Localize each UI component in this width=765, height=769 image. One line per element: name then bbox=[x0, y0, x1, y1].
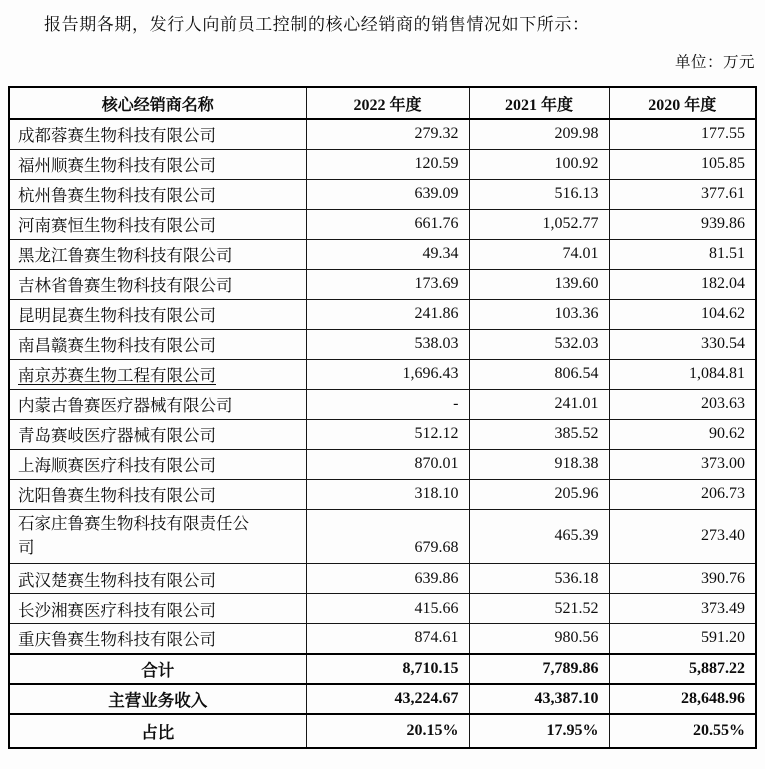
value-2022: 120.59 bbox=[306, 149, 469, 179]
value-2022: 538.03 bbox=[306, 329, 469, 359]
summary-value-2022: 20.15% bbox=[306, 714, 469, 748]
value-2021: 521.52 bbox=[469, 594, 609, 624]
table-row bbox=[9, 149, 756, 179]
distributor-name: 昆明昆赛生物科技有限公司 bbox=[9, 299, 306, 329]
value-2021: 532.03 bbox=[469, 329, 609, 359]
value-2020: 105.85 bbox=[609, 149, 756, 179]
value-2020: 273.40 bbox=[609, 509, 756, 564]
distributor-name: 成都蓉赛生物科技有限公司 bbox=[9, 119, 306, 149]
distributor-sales-table bbox=[8, 86, 757, 749]
summary-value-2021: 7,789.86 bbox=[469, 654, 609, 684]
value-2020: 182.04 bbox=[609, 269, 756, 299]
table-row bbox=[9, 419, 756, 449]
column-header-2022: 2022 年度 bbox=[306, 87, 469, 119]
table-row bbox=[9, 449, 756, 479]
value-2021: 516.13 bbox=[469, 179, 609, 209]
distributor-name: 内蒙古鲁赛医疗器械有限公司 bbox=[9, 389, 306, 419]
value-2022: 874.61 bbox=[306, 624, 469, 654]
value-2022: 49.34 bbox=[306, 239, 469, 269]
value-2020: 177.55 bbox=[609, 119, 756, 149]
summary-label: 占比 bbox=[9, 714, 306, 748]
value-2022: 173.69 bbox=[306, 269, 469, 299]
table-summary bbox=[9, 654, 756, 748]
value-2021: 74.01 bbox=[469, 239, 609, 269]
value-2022: 661.76 bbox=[306, 209, 469, 239]
value-2021: 241.01 bbox=[469, 389, 609, 419]
column-header-2021: 2021 年度 bbox=[469, 87, 609, 119]
value-2022: 870.01 bbox=[306, 449, 469, 479]
value-2021: 918.38 bbox=[469, 449, 609, 479]
distributor-name: 上海顺赛医疗科技有限公司 bbox=[9, 449, 306, 479]
value-2022: 639.86 bbox=[306, 564, 469, 594]
unit-label: 单位：万元 bbox=[674, 54, 755, 71]
table-row bbox=[9, 389, 756, 419]
table-row bbox=[9, 479, 756, 509]
value-2020: 1,084.81 bbox=[609, 359, 756, 389]
value-2021: 139.60 bbox=[469, 269, 609, 299]
summary-value-2022: 8,710.15 bbox=[306, 654, 469, 684]
value-2022: 679.68 bbox=[306, 509, 469, 564]
value-2022: - bbox=[306, 389, 469, 419]
table-row bbox=[9, 624, 756, 654]
table-row bbox=[9, 359, 756, 389]
distributor-name: 南昌赣赛生物科技有限公司 bbox=[9, 329, 306, 359]
distributor-name: 吉林省鲁赛生物科技有限公司 bbox=[9, 269, 306, 299]
value-2022: 512.12 bbox=[306, 419, 469, 449]
value-2021: 209.98 bbox=[469, 119, 609, 149]
column-header-2020: 2020 年度 bbox=[609, 87, 756, 119]
column-header-name: 核心经销商名称 bbox=[9, 87, 306, 119]
table-row bbox=[9, 564, 756, 594]
table-row bbox=[9, 269, 756, 299]
value-2020: 373.49 bbox=[609, 594, 756, 624]
value-2021: 980.56 bbox=[469, 624, 609, 654]
table-row bbox=[9, 209, 756, 239]
value-2020: 939.86 bbox=[609, 209, 756, 239]
summary-row bbox=[9, 684, 756, 714]
distributor-name: 重庆鲁赛生物科技有限公司 bbox=[9, 624, 306, 654]
value-2021: 205.96 bbox=[469, 479, 609, 509]
table-row bbox=[9, 509, 756, 564]
value-2020: 591.20 bbox=[609, 624, 756, 654]
value-2021: 100.92 bbox=[469, 149, 609, 179]
summary-value-2020: 28,648.96 bbox=[609, 684, 756, 714]
value-2021: 1,052.77 bbox=[469, 209, 609, 239]
summary-label: 主营业务收入 bbox=[9, 684, 306, 714]
value-2021: 806.54 bbox=[469, 359, 609, 389]
table-row bbox=[9, 594, 756, 624]
value-2022: 415.66 bbox=[306, 594, 469, 624]
table-header bbox=[9, 87, 756, 119]
value-2020: 377.61 bbox=[609, 179, 756, 209]
value-2022: 241.86 bbox=[306, 299, 469, 329]
summary-value-2020: 20.55% bbox=[609, 714, 756, 748]
distributor-name: 武汉楚赛生物科技有限公司 bbox=[9, 564, 306, 594]
summary-value-2022: 43,224.67 bbox=[306, 684, 469, 714]
value-2022: 1,696.43 bbox=[306, 359, 469, 389]
summary-value-2021: 43,387.10 bbox=[469, 684, 609, 714]
distributor-name: 南京苏赛生物工程有限公司 bbox=[9, 359, 306, 389]
value-2021: 536.18 bbox=[469, 564, 609, 594]
table-body bbox=[9, 119, 756, 654]
table-row bbox=[9, 239, 756, 269]
summary-label: 合计 bbox=[9, 654, 306, 684]
value-2022: 639.09 bbox=[306, 179, 469, 209]
value-2020: 330.54 bbox=[609, 329, 756, 359]
distributor-name: 福州顺赛生物科技有限公司 bbox=[9, 149, 306, 179]
table-row bbox=[9, 299, 756, 329]
table-row bbox=[9, 119, 756, 149]
summary-row bbox=[9, 654, 756, 684]
value-2020: 104.62 bbox=[609, 299, 756, 329]
value-2021: 465.39 bbox=[469, 509, 609, 564]
distributor-name: 黑龙江鲁赛生物科技有限公司 bbox=[9, 239, 306, 269]
value-2022: 279.32 bbox=[306, 119, 469, 149]
header-row bbox=[9, 87, 756, 119]
distributor-name: 石家庄鲁赛生物科技有限责任公司 bbox=[9, 509, 306, 564]
value-2020: 90.62 bbox=[609, 419, 756, 449]
distributor-name: 杭州鲁赛生物科技有限公司 bbox=[9, 179, 306, 209]
summary-value-2020: 5,887.22 bbox=[609, 654, 756, 684]
value-2021: 103.36 bbox=[469, 299, 609, 329]
value-2020: 206.73 bbox=[609, 479, 756, 509]
table-row bbox=[9, 179, 756, 209]
value-2021: 385.52 bbox=[469, 419, 609, 449]
value-2022: 318.10 bbox=[306, 479, 469, 509]
value-2020: 373.00 bbox=[609, 449, 756, 479]
value-2020: 390.76 bbox=[609, 564, 756, 594]
summary-row bbox=[9, 714, 756, 748]
page-title: 报告期各期，发行人向前员工控制的核心经销商的销售情况如下所示： bbox=[44, 15, 590, 34]
distributor-name: 青岛赛岐医疗器械有限公司 bbox=[9, 419, 306, 449]
value-2020: 203.63 bbox=[609, 389, 756, 419]
distributor-name: 沈阳鲁赛生物科技有限公司 bbox=[9, 479, 306, 509]
distributor-name: 河南赛恒生物科技有限公司 bbox=[9, 209, 306, 239]
summary-value-2021: 17.95% bbox=[469, 714, 609, 748]
distributor-name: 长沙湘赛医疗科技有限公司 bbox=[9, 594, 306, 624]
value-2020: 81.51 bbox=[609, 239, 756, 269]
table-row bbox=[9, 329, 756, 359]
